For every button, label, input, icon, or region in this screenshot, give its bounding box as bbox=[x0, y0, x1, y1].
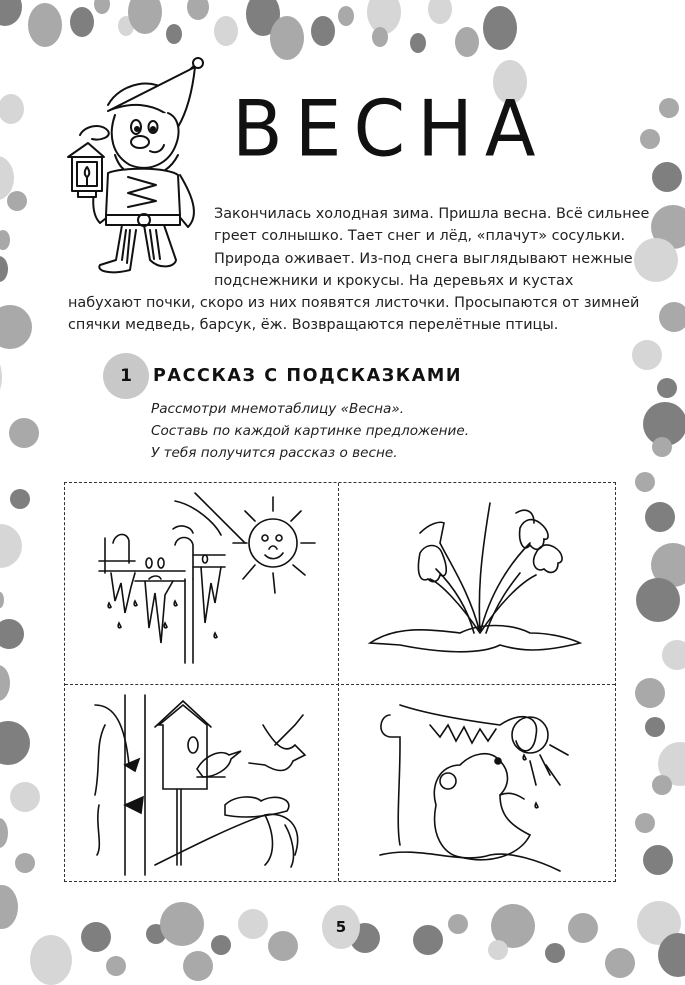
intro-line: греет солнышко. Тает снег и лёд, «плачут» сосульки. bbox=[214, 228, 626, 245]
instruction-line: У тебя получится рассказ о весне. bbox=[151, 445, 398, 461]
page-number: 5 bbox=[322, 905, 360, 949]
task-title: РАССКАЗ С ПОДСКАЗКАМИ bbox=[153, 366, 463, 386]
mnemo-cell-waking-animal bbox=[340, 685, 612, 885]
instruction-line: Составь по каждой картинке предложение. bbox=[151, 423, 470, 439]
mnemo-cell-icicles-sun bbox=[65, 483, 337, 683]
intro-line: набухают почки, скоро из них появятся листочки. Просыпаются от зимней bbox=[68, 295, 640, 312]
intro-line: Закончилась холодная зима. Пришла весна. Всё сильнее bbox=[214, 206, 650, 222]
intro-line: Природа оживает. Из-под снега выглядывают нежные bbox=[214, 250, 633, 267]
mnemo-cell-birdhouse bbox=[65, 685, 337, 885]
intro-text bbox=[68, 203, 650, 337]
divider bbox=[338, 483, 339, 881]
instruction-line: Рассмотри мнемотаблицу «Весна». bbox=[151, 401, 405, 417]
task-instructions bbox=[151, 398, 469, 464]
page-title: ВЕСНА bbox=[232, 83, 548, 175]
task-header bbox=[103, 353, 462, 399]
task-number-badge: 1 bbox=[103, 353, 149, 399]
intro-line: спячки медведь, барсук, ёж. Возвращаются перелётные птицы. bbox=[68, 317, 559, 334]
mnemotable bbox=[64, 482, 616, 882]
intro-line: подснежники и крокусы. На деревьях и кустах bbox=[214, 272, 574, 289]
mnemo-cell-snowdrops bbox=[340, 483, 612, 683]
